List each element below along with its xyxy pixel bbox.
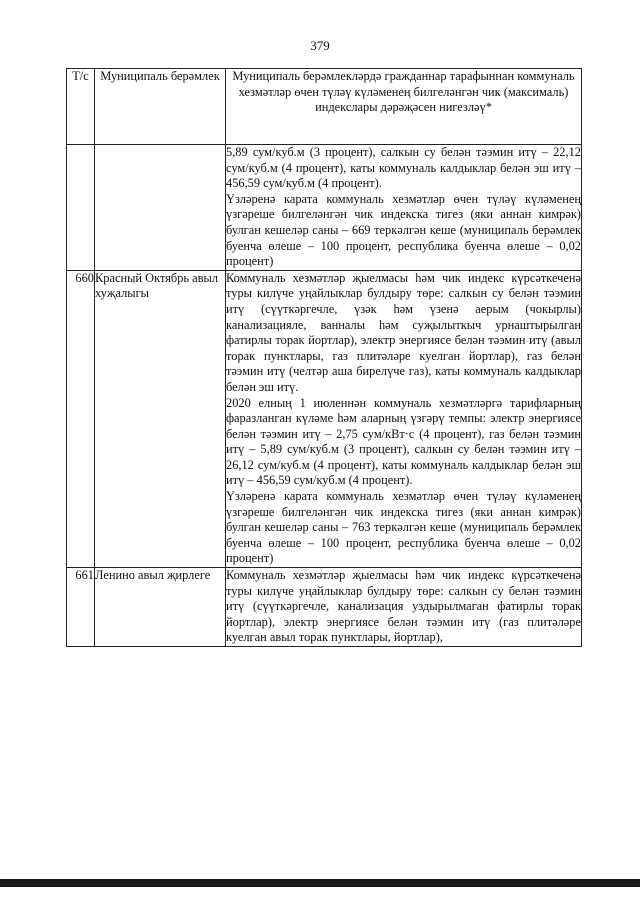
table-header-row [67,69,582,145]
row-municipality: Ленино авыл җирлеге [95,568,226,647]
row-text [226,270,582,567]
paragraph: Үзләренә карата коммуналь хезмәтләр өчен түләү күләменең үзгәреше билгеләнгән чик индекска тигез (яки аннан кимрәк) булган кешеләр саны – 669 теркәлгән кеше (муниципаль берәмлек буенча өлеше – 100 процент, республика буенча өлеше – 0,02 процент) [226,191,581,269]
paragraph: 2020 елның 1 июленнән коммуналь хезмәтләргә тарифларның фаразланган күләме һәм аларның үзгәрү темпы: электр энергиясе белән тәэмин итү – 2,75 сум/кВт·с (4 процент), газ белән тәэмин итү – 5,89 сум/куб.м (3 процент), салкын су белән тәэмин итү – 26,12 сум/куб.м (4 процент), каты коммуналь калдыклар белән эш итү – 456,59 сум/куб.м (4 процент). [226,395,581,488]
header-number: Т/с [67,69,95,145]
paragraph: Коммуналь хезмәтләр җыелмасы һәм чик индекс күрсәткеченә туры килүче уңайлыклар булдыру төре: салкын су белән тәэмин итү (сүүткәргечле, канализация уздырылмаган фатирлы торак йортлар), электр энергиясе белән тәэмин итү (газ плитәләре куелган авыл торак пунктлары, йортлар), [226,568,581,645]
page-number: 379 [310,38,330,53]
row-municipality: Красный Октябрь авыл хуҗалыгы [95,270,226,567]
header-index-basis: Муниципаль берәмлекләрдә гражданнар тарафыннан коммуналь хезмәтләр өчен түләү күләменең билгеләнгән чик (максималь) индекслары дәрәҗәсен нигезләү* [226,69,582,145]
scan-edge-band [0,879,640,887]
row-municipality [95,145,226,271]
row-number [67,145,95,271]
table-row [67,145,582,271]
paragraph: 5,89 сум/куб.м (3 процент), салкын су белән тәэмин итү – 22,12 сум/куб.м (4 процент), каты коммуналь калдыклар белән эш итү – 456,59 сум/куб.м (4 процент). [226,145,581,191]
row-text [226,568,582,647]
paragraph: Коммуналь хезмәтләр җыелмасы һәм чик индекс күрсәткеченә туры килүче уңайлыклар булдыру төре: салкын су белән тәэмин итү (сүүткәргечле, үзәк һәм үзенә аерым (чокырлы) канализацияле, ванналы һәм суҗылыткыч урнаштырылган фатирлы торак йортлар), электр энергиясе белән тәэмин итү (авыл торак пунктлары, газ плитәләре куелган йортлар), газ белән тәэмин итү (челтәр аша бирелүче газ), каты коммуналь калдыклар белән эш итү. [226,270,581,394]
table-row [67,568,582,647]
header-municipality: Муниципаль берәмлек [95,69,226,145]
row-number: 661 [67,568,95,647]
paragraph: Үзләренә карата коммуналь хезмәтләр өчен түләү күләменең үзгәреше билгеләнгән чик индекска тигез (яки аннан кимрәк) булган кешеләр саны – 763 теркәлгән кеше (муниципаль берәмлек буенча өлеше – 100 процент, республика буенча өлеше – 0,02 процент) [226,489,581,566]
row-number: 660 [67,270,95,567]
tariff-index-table [66,68,582,647]
table-row [67,270,582,567]
row-text [226,145,582,271]
